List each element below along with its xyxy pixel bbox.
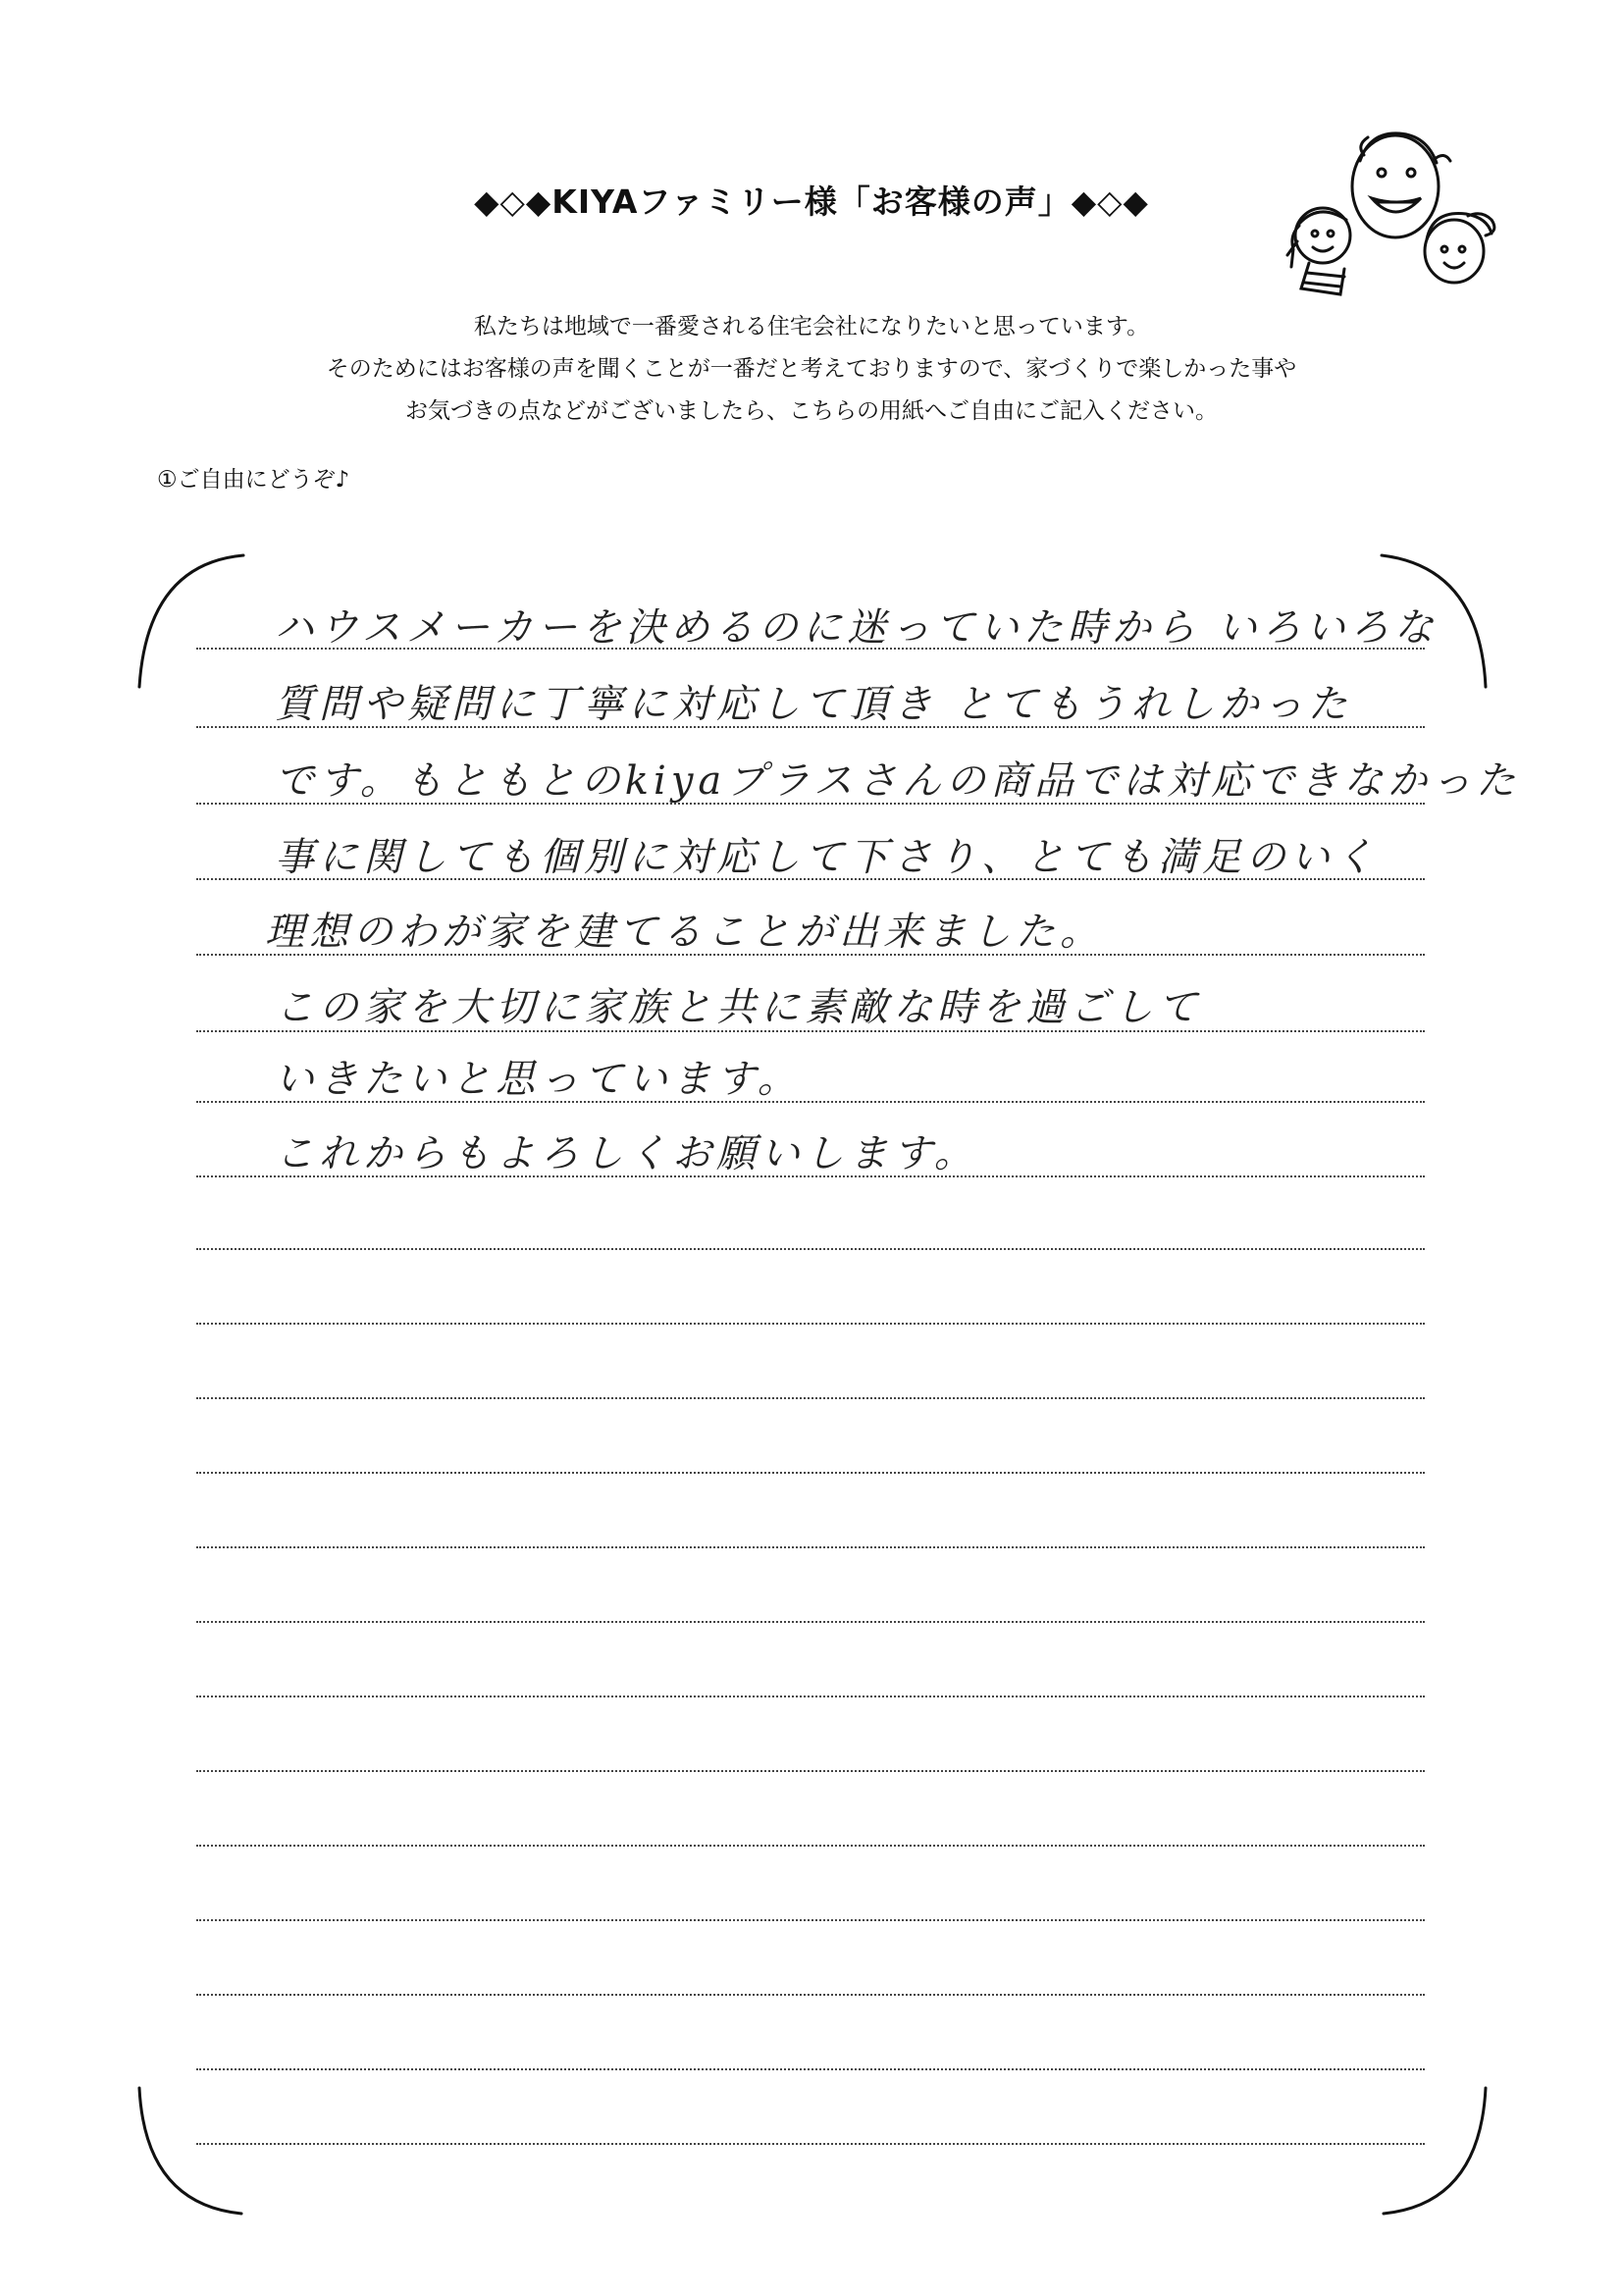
free-comment-prompt: ①ご自由にどうぞ♪ [157,467,350,493]
handwritten-line: 事に関しても個別に対応して下さり、とても満足のいく [275,835,1379,880]
intro-line: そのためにはお客様の声を聞くことが一番だと考えておりますので、家づくりで楽しかった事や [326,356,1297,382]
page-title: ◆◇◆KIYAファミリー様「お客様の声」◆◇◆ [474,183,1149,221]
handwritten-line: です。もともとのkiyaプラスさんの商品では対応できなかった [275,758,1521,804]
handwritten-line: いきたいと思っています。 [275,1057,802,1102]
handwritten-comment [196,0,1521,2296]
intro-line: 私たちは地域で一番愛される住宅会社になりたいと思っています。 [473,314,1150,339]
handwritten-line: 質問や疑問に丁寧に対応して頂き とてもうれしかった [275,682,1352,727]
handwritten-line: 理想のわが家を建てることが出来ました。 [265,910,1104,955]
intro-line: お気づきの点などがございましたら、こちらの用紙へご自由にご記入ください。 [405,398,1218,424]
handwritten-line: この家を大切に家族と共に素敵な時を過ごして [275,985,1202,1030]
handwritten-line: ハウスメーカーを決めるのに迷っていた時から いろいろな [275,605,1439,651]
handwritten-line: これからもよろしくお願いします。 [275,1131,978,1176]
